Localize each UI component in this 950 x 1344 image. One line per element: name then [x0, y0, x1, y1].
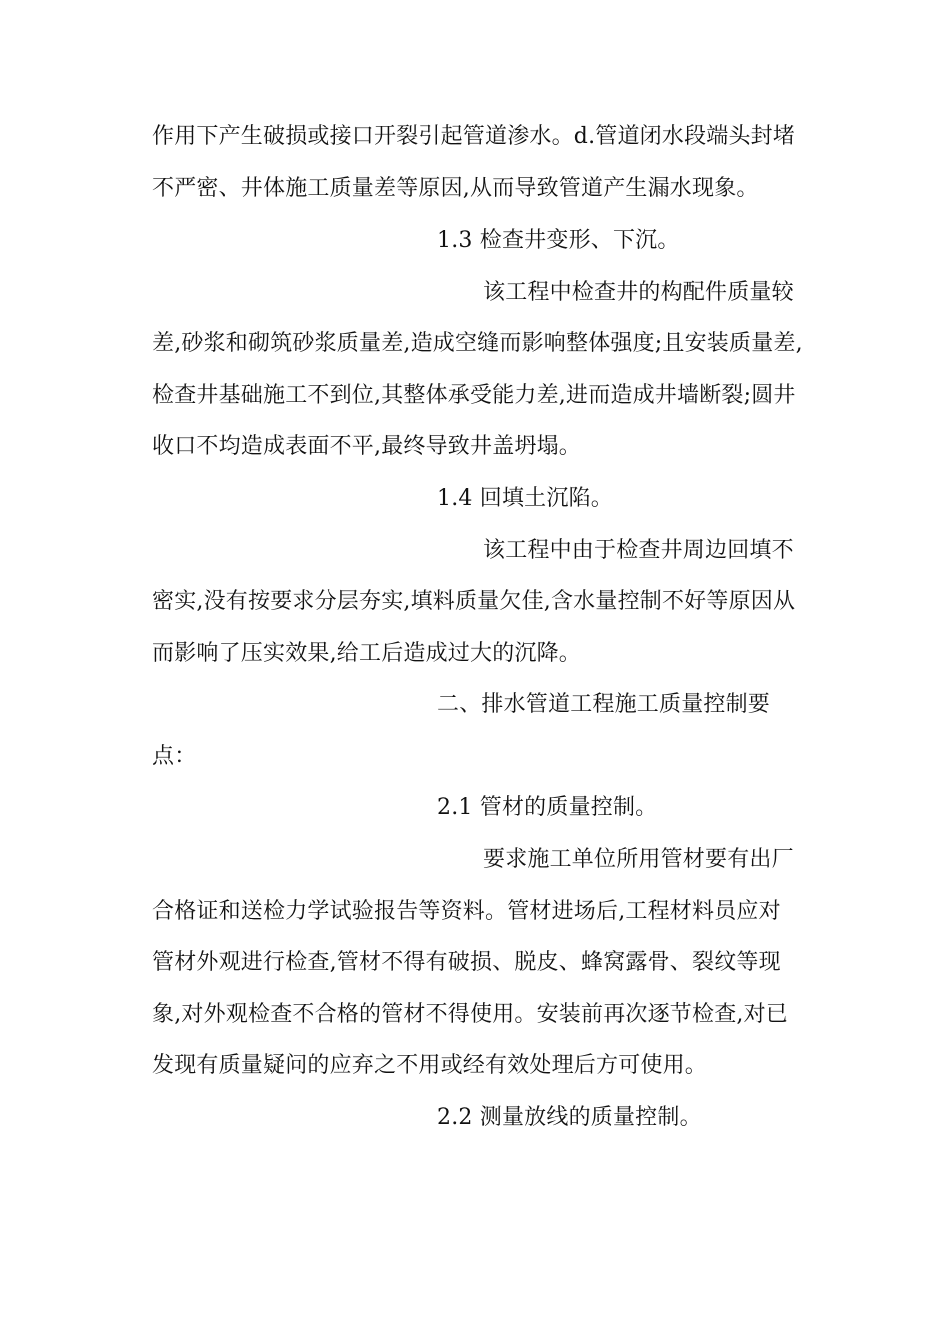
section-heading: 2.1 管材的质量控制。: [437, 795, 658, 820]
section-heading: 1.3 检查井变形、下沉。: [437, 228, 680, 253]
section-heading: 2.2 测量放线的质量控制。: [437, 1105, 702, 1130]
paragraph-start-line: 要求施工单位所用管材要有出厂: [483, 847, 794, 872]
text-line: 密实,没有按要求分层夯实,填料质量欠佳,含水量控制不好等原因从: [152, 589, 796, 614]
section-heading: 1.4 回填土沉陷。: [437, 486, 613, 511]
chapter-heading: 二、排水管道工程施工质量控制要: [437, 692, 771, 717]
text-line: 检查井基础施工不到位,其整体承受能力差,进而造成井墙断裂;圆井: [152, 383, 796, 408]
paragraph-start-line: 该工程中检查井的构配件质量较: [483, 280, 794, 305]
text-line: 象,对外观检查不合格的管材不得使用。安装前再次逐节检查,对已: [152, 1002, 788, 1027]
text-line: 管材外观进行检查,管材不得有破损、脱皮、蜂窝露骨、裂纹等现: [152, 950, 781, 975]
text-line: 不严密、井体施工质量差等原因,从而导致管道产生漏水现象。: [152, 176, 759, 201]
chapter-heading-continued: 点：: [152, 744, 197, 769]
text-line: 作用下产生破损或接口开裂引起管道渗水。d.管道闭水段端头封堵: [152, 124, 796, 149]
text-line: 合格证和送检力学试验报告等资料。管材进场后,工程材料员应对: [152, 899, 781, 924]
paragraph-start-line: 该工程中由于检查井周边回填不: [483, 538, 794, 563]
text-line: 而影响了压实效果,给工后造成过大的沉降。: [152, 641, 581, 666]
text-line: 发现有质量疑问的应弃之不用或经有效处理后方可使用。: [152, 1053, 708, 1078]
text-line: 差,砂浆和砌筑砂浆质量差,造成空缝而影响整体强度;且安装质量差,: [152, 331, 803, 356]
text-line: 收口不均造成表面不平,最终导致井盖坍塌。: [152, 434, 581, 459]
